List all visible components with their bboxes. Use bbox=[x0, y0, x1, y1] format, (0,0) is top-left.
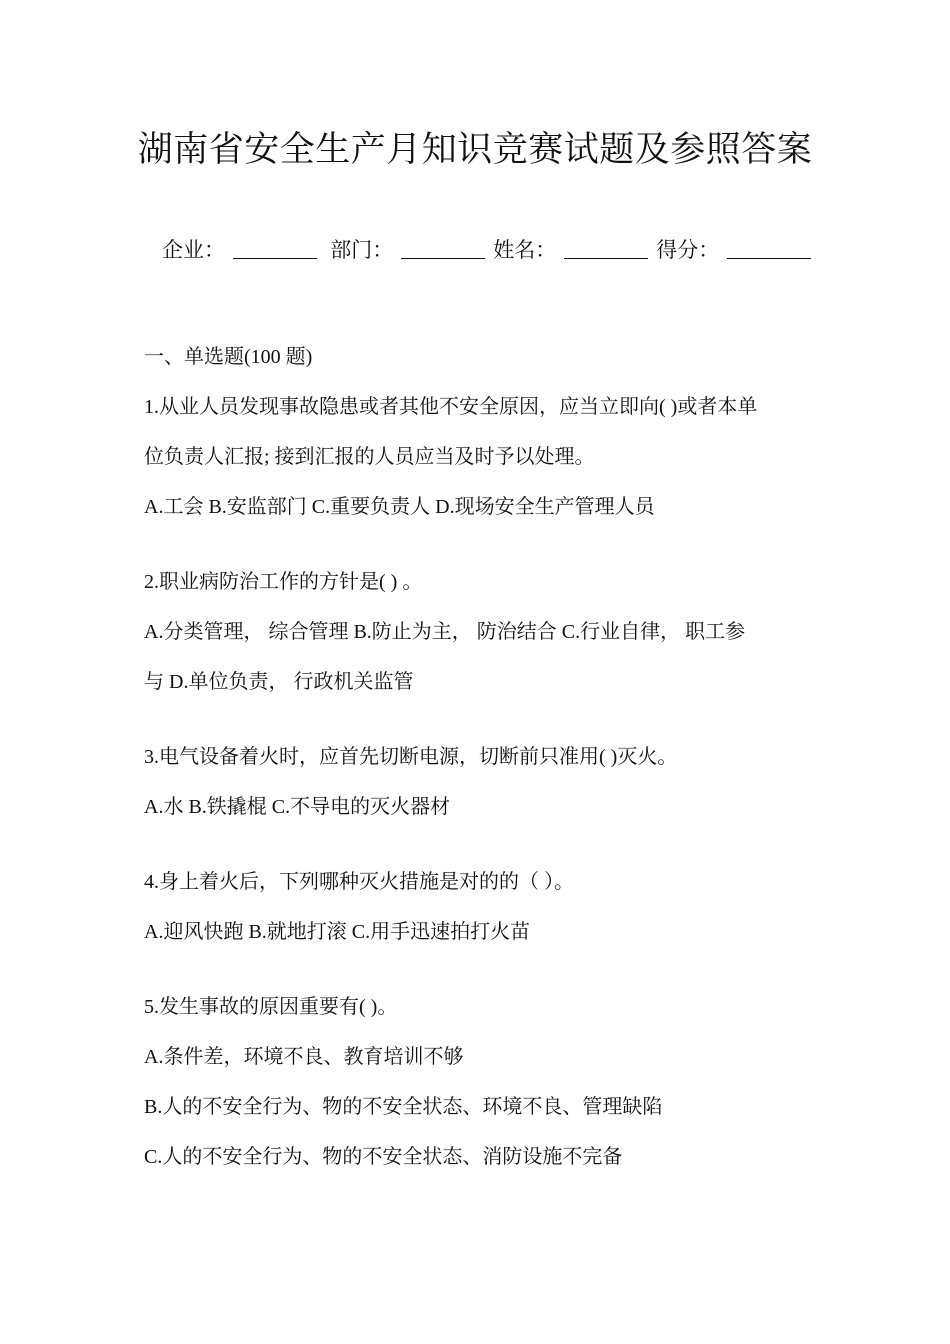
department-blank bbox=[401, 257, 485, 259]
document-title: 湖南省安全生产月知识竞赛试题及参照答案 bbox=[137, 130, 813, 169]
question-spacer bbox=[144, 707, 812, 732]
info-line bbox=[162, 235, 819, 265]
question-options-line: A.迎风快跑 B.就地打滚 C.用手迅速拍打火苗 bbox=[144, 921, 531, 943]
score-blank bbox=[727, 257, 811, 259]
question-stem-line: 5.发生事故的原因重要有( )。 bbox=[144, 996, 398, 1018]
question-2 bbox=[144, 557, 812, 707]
question-3 bbox=[144, 732, 812, 832]
questions-content bbox=[144, 332, 812, 1182]
question-stem-line: 3.电气设备着火时，应首先切断电源，切断前只准用( )灭火。 bbox=[144, 746, 678, 768]
company-label: 企业： bbox=[162, 238, 225, 262]
score-label: 得分： bbox=[656, 238, 720, 262]
question-options-line: C.人的不安全行为、物的不安全状态、消防设施不完备 bbox=[144, 1146, 623, 1168]
department-label: 部门： bbox=[330, 238, 394, 262]
company-blank bbox=[233, 257, 317, 259]
name-label: 姓名： bbox=[493, 238, 557, 262]
question-spacer bbox=[144, 532, 812, 557]
question-4 bbox=[144, 857, 812, 957]
section-heading: 一、单选题(100 题) bbox=[144, 346, 313, 368]
question-options-line: 与 D.单位负责， 行政机关监管 bbox=[144, 671, 414, 693]
question-options-line: B.人的不安全行为、物的不安全状态、环境不良、管理缺陷 bbox=[144, 1096, 663, 1118]
question-stem-line: 1.从业人员发现事故隐患或者其他不安全原因，应当立即向( )或者本单 bbox=[144, 396, 758, 418]
question-stem-line: 2.职业病防治工作的方针是( ) 。 bbox=[144, 571, 423, 593]
question-1 bbox=[144, 382, 812, 532]
question-spacer bbox=[144, 957, 812, 982]
question-spacer bbox=[144, 832, 812, 857]
question-options-line: A.条件差，环境不良、教育培训不够 bbox=[144, 1046, 464, 1068]
name-blank bbox=[564, 257, 648, 259]
question-5 bbox=[144, 982, 812, 1182]
question-options-line: A.工会 B.安监部门 C.重要负责人 D.现场安全生产管理人员 bbox=[144, 496, 655, 518]
question-stem-line: 位负责人汇报; 接到汇报的人员应当及时予以处理。 bbox=[144, 446, 595, 468]
question-stem-line: 4.身上着火后，下列哪种灭火措施是对的的（ ）。 bbox=[144, 871, 574, 893]
question-options-line: A.分类管理， 综合管理 B.防止为主， 防治结合 C.行业自律， 职工参 bbox=[144, 621, 746, 643]
question-options-line: A.水 B.铁撬棍 C.不导电的灭火器材 bbox=[144, 796, 451, 818]
